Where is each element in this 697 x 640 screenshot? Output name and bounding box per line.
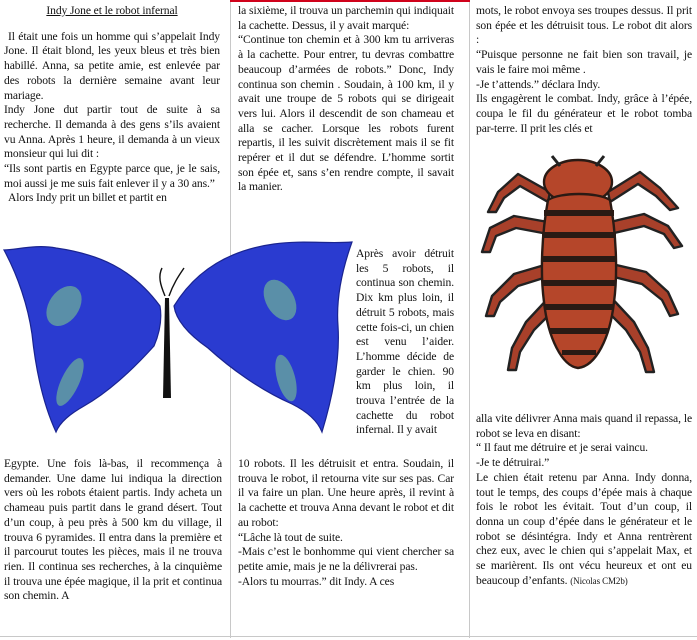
paragraph: Alors Indy prit un billet et partit en bbox=[8, 191, 167, 205]
column-2-top bbox=[238, 4, 454, 195]
column-1-top bbox=[4, 4, 220, 206]
column-2-narrow bbox=[356, 247, 454, 438]
left-wing bbox=[4, 247, 161, 432]
right-antenna bbox=[169, 268, 184, 296]
paragraph: “Ils sont partis en Egypte parce que, je le sais, moi aussi je me suis fait enlever il y a 30 ans.” bbox=[4, 162, 220, 190]
paragraph: 10 robots. Il les détruisit et entra. Soudain, il trouva le robot, il retourna vite sur ses pas. Car il va faire un plan. Une heure après, il revint à la cachette et trouva Anna devant le robot et dit au robot: bbox=[238, 457, 454, 529]
paragraph: “ Il faut me détruire et je serai vaincu. bbox=[476, 441, 648, 455]
author-signature: (Nicolas CM2b) bbox=[570, 575, 628, 586]
bottom-rule bbox=[0, 636, 697, 637]
paragraph: -Je t’attends.” déclara Indy. bbox=[476, 77, 601, 91]
paragraph bbox=[476, 471, 692, 589]
paragraph: Egypte. Une fois là-bas, il recommença à demander. Une dame lui indiqua la direction vers où les robots étaient partis. Indy acheta un chameau puis partit dans le grand désert. Tout d’un coup, à peu près à 500 km du village, il trouva 6 pyramides. Il entra dans la première et il parcourut toutes les pièces, mais il ne trouva rien. Il continua ses recherches, à la cinquième il trouva une épée magique, il la prit et continua son chemin. A bbox=[4, 457, 222, 603]
butterfly-body bbox=[163, 298, 171, 398]
paragraph: Il était une fois un homme qui s’appelait Indy Jone. Il était blond, les yeux bleus et très bien habillé. Anna, sa petite amie, est enlevée par des robots la dernière semaine avant leur mariage. bbox=[4, 29, 220, 102]
column-divider-2 bbox=[469, 2, 470, 638]
column-3-top bbox=[476, 4, 692, 136]
top-accent-rule bbox=[230, 0, 470, 2]
left-antenna bbox=[160, 268, 165, 296]
paragraph-text: Le chien était retenu par Anna. Indy donna, tout le temps, des coups d’épée mais à chaque fois le robot les évitait. Tout d’un coup, il donna un coup d’épée dans le générateur et le robot se désintégra. Indy et Anna rentrèrent chez eux, avec le chien qui s’appelait Max, et se marièrent. Ils ont vécu heureux et ont eu beaucoup d’enfants. bbox=[476, 470, 692, 587]
paragraph: “Puisque personne ne fait bien son travail, je vais le faire moi même . bbox=[476, 48, 692, 76]
paragraph: -Alors tu mourras.” dit Indy. A ces bbox=[238, 574, 395, 588]
column-2-bottom bbox=[238, 457, 454, 589]
paragraph: alla vite délivrer Anna mais quand il repassa, le robot se leva en disant: bbox=[476, 412, 692, 440]
paragraph: Ils engagèrent le combat. Indy, grâce à l’épée, coupa le fil du générateur et le robot tomba par-terre. Il prit les clés et bbox=[476, 92, 692, 135]
right-wing bbox=[174, 242, 352, 432]
paragraph: -Mais c’est le bonhomme qui vient chercher sa petite amie, mais je ne la délivrerai pas. bbox=[238, 545, 454, 573]
column-1-bottom bbox=[4, 457, 222, 604]
paragraph: “Continue ton chemin et à 300 km tu arriveras à la cachette. Pour entrer, tu devras combattre beaucoup d’armées de robots.” Donc, Indy continua son chemin . Soudain, à 100 km, il y avait une troupe de 5 robots qui se dirigeait vers lui. Alors il descendit de son chameau et alla se cacher. Lorsque les robots furent repartis, il les suivit discrètement mais il se fit repérer et il dut se défendre. L’homme sortit son épée et, sans s’en rendre compte, il savait la manier. bbox=[238, 33, 454, 194]
butterfly-illustration bbox=[2, 236, 354, 452]
paragraph: mots, le robot envoya ses troupes dessus. Il prit son épée et les détruisit tous. Le robot dit alors : bbox=[476, 4, 692, 47]
paragraph: Après avoir détruit les 5 robots, il continua son chemin. Dix km plus loin, il détruit 5 robots, mais cette fois-ci, un chien est venu l’aider. L’homme décide de garder le chien. 90 km plus loin, il trouva l’entrée de la cachette du robot infernal. Il y avait bbox=[356, 247, 454, 437]
column-3-bottom bbox=[476, 412, 692, 588]
paragraph: la sixième, il trouva un parchemin qui indiquait la cachette. Dessus, il y avait marqué: bbox=[238, 4, 454, 32]
paragraph: “Lâche là tout de suite. bbox=[238, 530, 343, 544]
spider-illustration bbox=[478, 152, 690, 400]
paragraph: Indy Jone dut partir tout de suite à sa recherche. Il demanda à des gens s’ils avaient vu Anna. Après 1 heure, il demanda à un vieux monsieur qui lui dit : bbox=[4, 103, 220, 161]
paragraph: -Je te détruirai.” bbox=[476, 456, 550, 470]
article-title: Indy Jone et le robot infernal bbox=[46, 4, 178, 17]
